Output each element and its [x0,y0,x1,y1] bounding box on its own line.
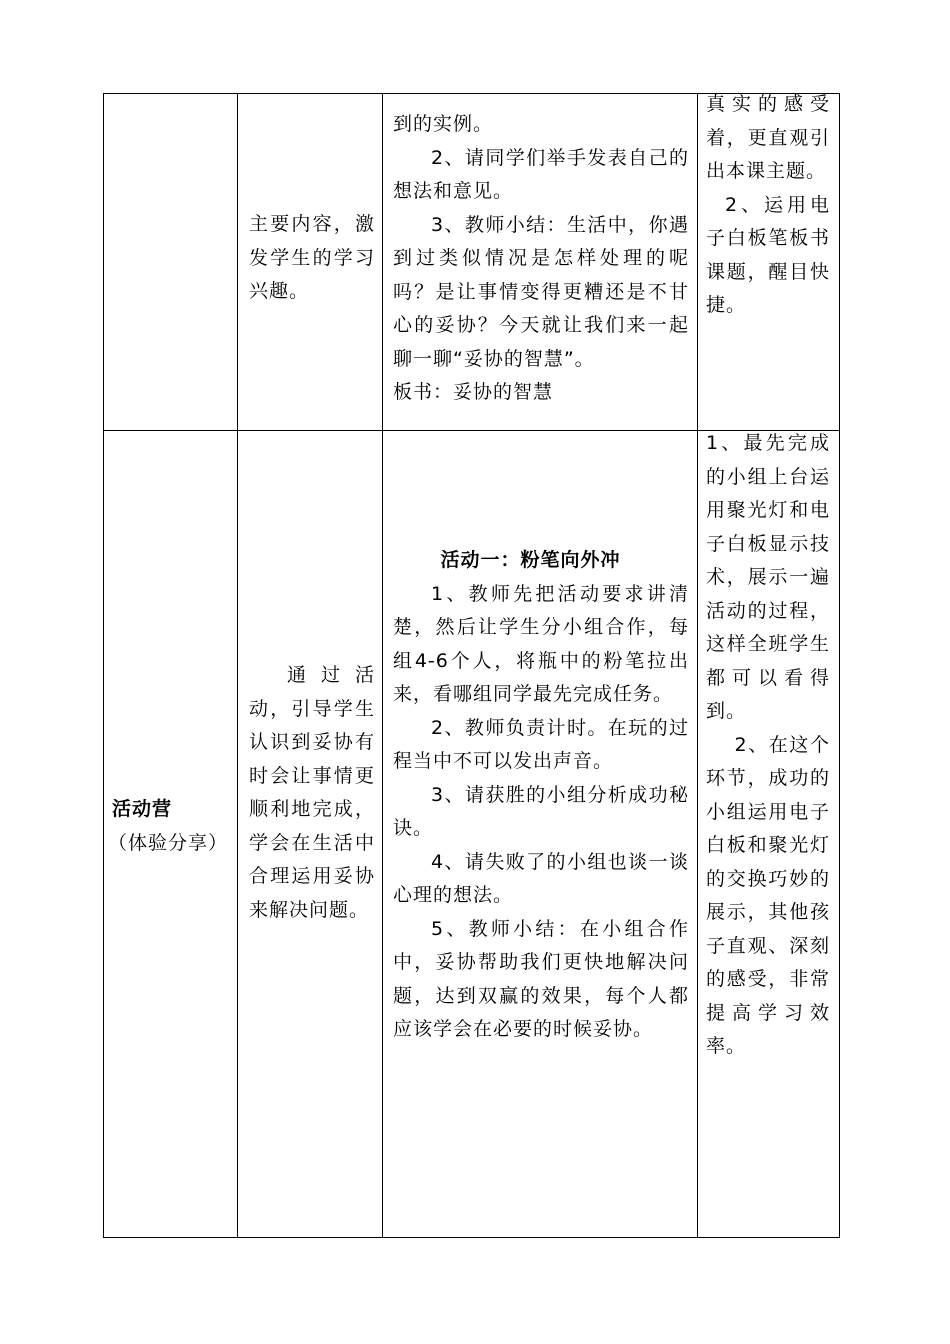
tech-cell [698,431,840,1238]
process-paragraph: 4、请失败了的小组也谈一谈心理的想法。 [393,850,689,906]
tech-paragraph: 2、运用电子白板笔板书课题，醒目快捷。 [706,193,830,316]
process-paragraph: 3、请获胜的小组分析成功秘诀。 [393,783,689,839]
stage-cell [104,94,238,431]
table-row [104,431,840,1238]
process-cell [383,94,698,431]
goal-cell [238,431,383,1238]
board-writing: 板书：妥协的智慧 [393,381,554,403]
tech-cell [698,94,840,431]
table-row [104,94,840,431]
stage-title: 活动营 [112,798,173,820]
goal-cell [238,94,383,431]
goal-text: 通过活动，引导学生认识到妥协有时会让事情更顺利地完成，学会在生活中合理运用妥协来解决问题。 [249,664,375,921]
stage-cell [104,431,238,1238]
process-text [393,544,689,1047]
process-paragraph: 到的实例。 [393,113,494,135]
tech-paragraph: 真实的感受着，更直观引出本课主题。 [706,93,830,182]
activity-heading: 活动一：粉笔向外冲 [440,549,621,571]
goal-text: 主要内容，激发学生的学习兴趣。 [249,213,375,302]
process-paragraph: 2、请同学们举手发表自己的想法和意见。 [393,146,689,202]
tech-text [706,427,830,1064]
process-paragraph: 2、教师负责计时。在玩的过程当中不可以发出声音。 [393,716,689,772]
process-paragraph: 5、教师小结：在小组合作中，妥协帮助我们更快地解决问题，达到双赢的效果，每个人都应该学会在必要的时候妥协。 [393,917,689,1040]
process-paragraph: 1、教师先把活动要求讲清楚，然后让学生分小组合作，每组4-6个人，将瓶中的粉笔拉出来，看哪组同学最先完成任务。 [393,582,689,705]
stage-label [108,793,236,860]
process-paragraph: 3、教师小结：生活中，你遇到过类似情况是怎样处理的呢吗？是让事情变得更糟还是不甘心的妥协？今天就让我们来一起聊一聊“妥协的智慧”。 [393,213,689,370]
process-text [393,108,689,410]
process-cell [383,431,698,1238]
tech-paragraph: 2、在这个环节，成功的小组运用电子白板和聚光灯的交换巧妙的展示，其他孩子直观、深刻的感受，非常提高学习效率。 [706,733,830,1057]
stage-subtitle: （体验分享） [108,831,229,854]
lesson-plan-table [103,93,840,1238]
tech-paragraph: 1、最先完成的小组上台运用聚光灯和电子白板显示技术，展示一遍活动的过程，这样全班学生都可以看得到。 [706,432,830,722]
tech-text [706,88,830,323]
